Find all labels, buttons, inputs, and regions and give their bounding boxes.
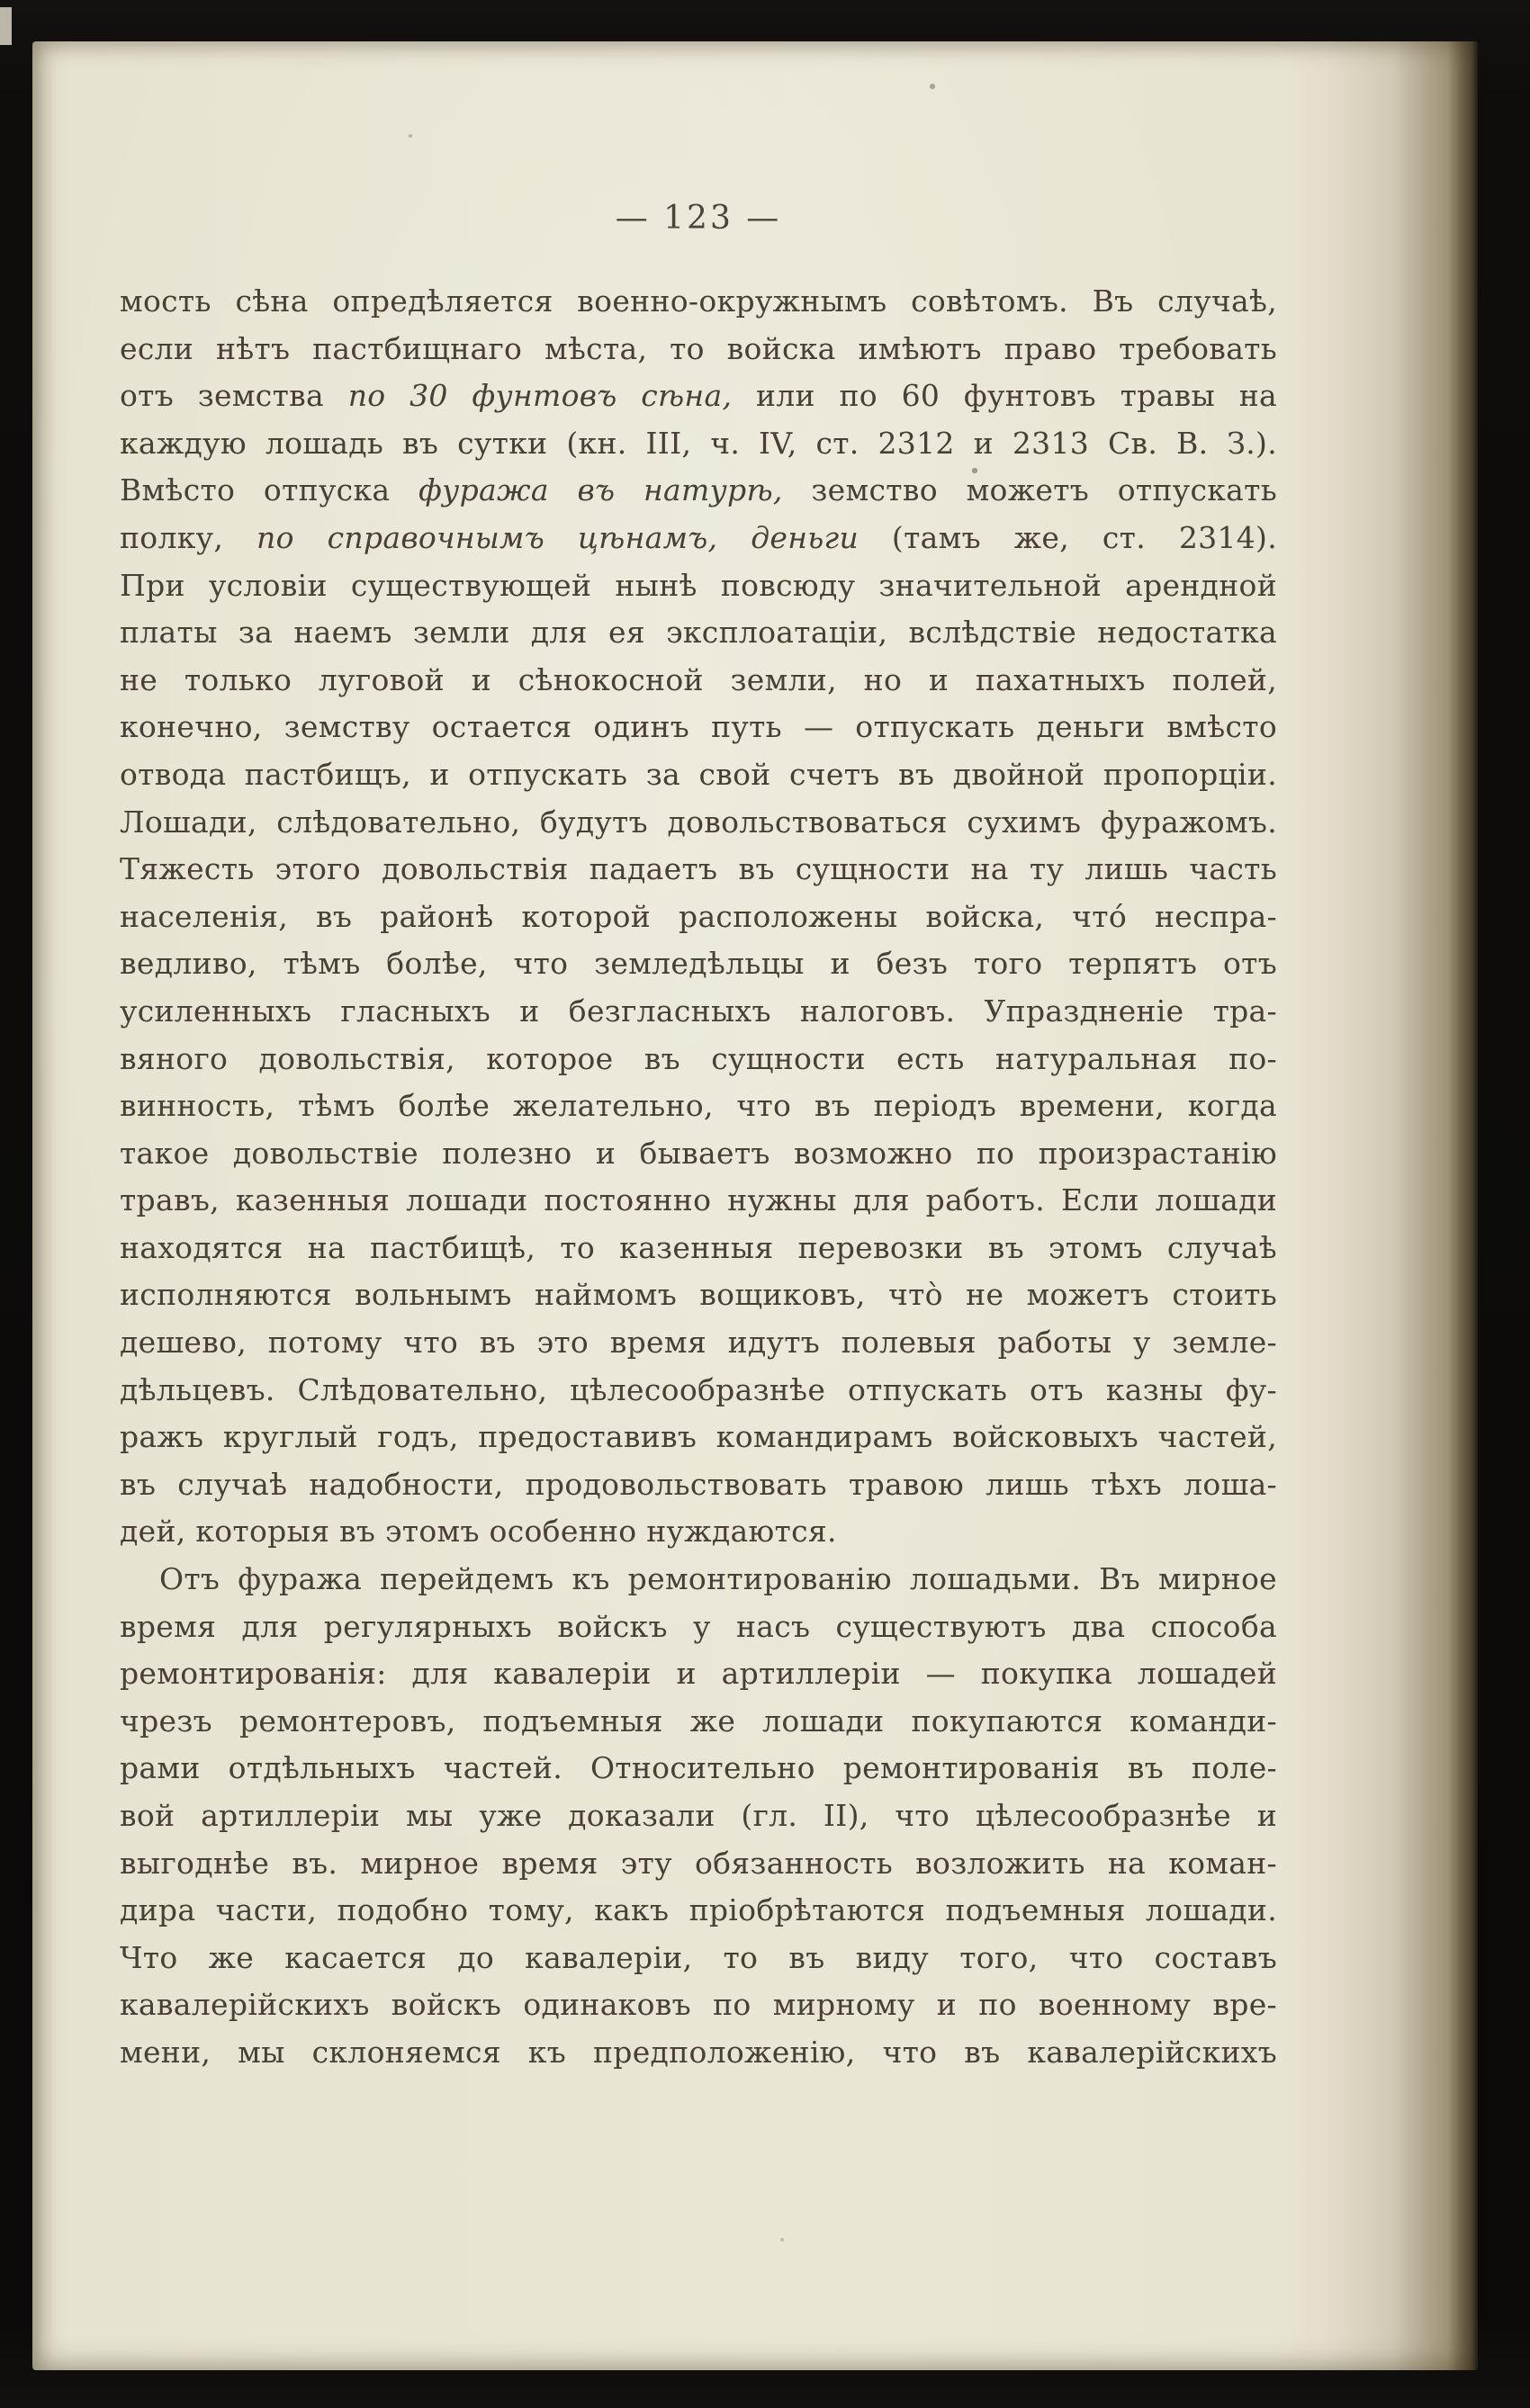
text-line (120, 799, 1277, 847)
text-line (120, 1414, 1277, 1461)
body-text: мени, мы склоняемся къ предположенію, что въ кавалерійскихъ (120, 2034, 1277, 2070)
body-text: если нѣтъ пастбищнаго мѣста, то войска имѣютъ право требовать (120, 330, 1277, 366)
text-line (120, 2029, 1277, 2077)
body-text: каждую лошадь въ сутки (кн. III, ч. IV, ст. 2312 и 2313 Св. В. З.). (120, 425, 1277, 461)
body-text: (тамъ же, ст. 2314). (859, 519, 1277, 555)
body-text: платы за наемъ земли для ея эксплоатаціи, вслѣдствіе недостатка (120, 615, 1277, 651)
text-line (120, 515, 1277, 562)
body-text: винность, тѣмъ болѣе желательно, что въ періодъ времени, когда (120, 1088, 1277, 1124)
text-line (120, 657, 1277, 705)
text-line (120, 940, 1277, 988)
text-line (120, 562, 1277, 610)
italic-text: по справочнымъ цѣнамъ, деньги (256, 519, 860, 555)
text-line (120, 420, 1277, 468)
body-text: или по 60 фунтовъ травы на (732, 378, 1277, 414)
body-text: рами отдѣльныхъ частей. Относительно ремонтированія въ поле- (120, 1750, 1277, 1786)
text-line (120, 1461, 1277, 1509)
italic-text: фуража въ натурѣ, (418, 472, 783, 508)
body-text: конечно, земству остается одинъ путь — отпускать деньги вмѣсто (120, 709, 1277, 745)
text-line (120, 1508, 1277, 1556)
body-text: дешево, потому что въ это время идутъ полевыя работы у земле- (120, 1325, 1277, 1361)
corner-notch (0, 7, 12, 45)
text-line (120, 1793, 1277, 1840)
text-line (120, 1319, 1277, 1367)
body-text: отъ земства (120, 378, 348, 414)
body-text: полку, (120, 519, 257, 555)
body-text: населенія, въ районѣ которой расположены войска, что́ неспра- (120, 898, 1277, 934)
text-block (120, 278, 1277, 2077)
body-text: дей, которыя въ этомъ особенно нуждаются. (120, 1514, 837, 1550)
body-text: Лошади, слѣдовательно, будутъ довольствоваться сухимъ фуражомъ. (120, 804, 1277, 840)
body-text: въ случаѣ надобности, продовольствовать травою лишь тѣхъ лоша- (120, 1466, 1277, 1502)
text-line (120, 894, 1277, 941)
text-line (120, 846, 1277, 894)
page-edge-shadow (1325, 41, 1478, 2370)
text-line (120, 1083, 1277, 1130)
text-line (120, 1745, 1277, 1793)
body-text: вяного довольствія, которое въ сущности есть натуральная по- (120, 1040, 1277, 1076)
italic-text: по 30 фунтовъ сѣна, (347, 378, 733, 414)
text-line (120, 609, 1277, 657)
body-text: Вмѣсто отпуска (120, 472, 419, 508)
text-line (120, 1367, 1277, 1415)
text-line (120, 1887, 1277, 1935)
body-text: При условіи существующей нынѣ повсюду значительной арендной (120, 567, 1277, 603)
paper-specks (0, 0, 2, 2)
text-line (120, 1840, 1277, 1888)
body-text: такое довольствіе полезно и бываетъ возможно по произрастанію (120, 1135, 1277, 1171)
body-text: травъ, казенныя лошади постоянно нужны для работъ. Если лошади (120, 1182, 1277, 1218)
body-text: время для регулярныхъ войскъ у насъ существуютъ два способа (120, 1608, 1277, 1644)
text-line (120, 1935, 1277, 1982)
text-line (120, 1604, 1277, 1651)
text-line (120, 1650, 1277, 1698)
text-line (120, 1698, 1277, 1746)
text-line (120, 1981, 1277, 2029)
text-line (120, 326, 1277, 373)
body-text: Тяжесть этого довольствія падаетъ въ сущности на ту лишь часть (120, 851, 1277, 887)
text-line (120, 751, 1277, 799)
body-text: ведливо, тѣмъ болѣе, что земледѣльцы и безъ того терпятъ отъ (120, 946, 1277, 982)
text-line (120, 278, 1277, 326)
body-text: дѣльцевъ. Слѣдовательно, цѣлесообразнѣе отпускать отъ казны фу- (120, 1371, 1277, 1407)
body-text: чрезъ ремонтеровъ, подъемныя же лошади покупаются команди- (120, 1703, 1277, 1739)
text-line (120, 1130, 1277, 1178)
text-line (120, 1556, 1277, 1604)
body-text: Отъ фуража перейдемъ къ ремонтированію лошадьми. Въ мирное (159, 1561, 1277, 1597)
body-text: не только луговой и сѣнокосной земли, но и пахатныхъ полей, (120, 661, 1277, 697)
body-text: отвода пастбищъ, и отпускать за свой счетъ въ двойной пропорціи. (120, 756, 1277, 792)
body-text: ражъ круглый годъ, предоставивъ командирамъ войсковыхъ частей, (120, 1419, 1277, 1455)
body-text: кавалерійскихъ войскъ одинаковъ по мирному и по военному вре- (120, 1987, 1277, 2023)
body-text: земство можетъ отпускать (782, 472, 1277, 508)
body-text: выгоднѣе въ. мирное время эту обязанность возложить на коман- (120, 1845, 1277, 1881)
body-text: Что же касается до кавалеріи, то въ виду того, что составъ (120, 1939, 1277, 1975)
text-line (120, 1225, 1277, 1272)
text-line (120, 1036, 1277, 1083)
text-line (120, 1271, 1277, 1319)
text-line (120, 704, 1277, 751)
text-line (120, 373, 1277, 420)
body-text: вой артиллеріи мы уже доказали (гл. II), что цѣлесообразнѣе и (120, 1798, 1277, 1833)
text-line (120, 988, 1277, 1036)
text-line (120, 1177, 1277, 1225)
book-page (32, 41, 1478, 2370)
body-text: находятся на пастбищѣ, то казенныя перевозки въ этомъ случаѣ (120, 1229, 1277, 1265)
body-text: мость сѣна опредѣляется военно-окружнымъ совѣтомъ. Въ случаѣ, (120, 283, 1277, 319)
body-text: ремонтированія: для кавалеріи и артиллеріи — покупка лошадей (120, 1656, 1277, 1692)
body-text: исполняются вольнымъ наймомъ вощиковъ, что̀ не можетъ стоить (120, 1277, 1277, 1313)
page-number-header: — 123 — (615, 200, 782, 237)
text-line (120, 467, 1277, 515)
body-text: усиленныхъ гласныхъ и безгласныхъ налоговъ. Упраздненіе тра- (120, 993, 1277, 1029)
body-text: дира части, подобно тому, какъ пріобрѣтаются подъемныя лошади. (120, 1892, 1277, 1928)
